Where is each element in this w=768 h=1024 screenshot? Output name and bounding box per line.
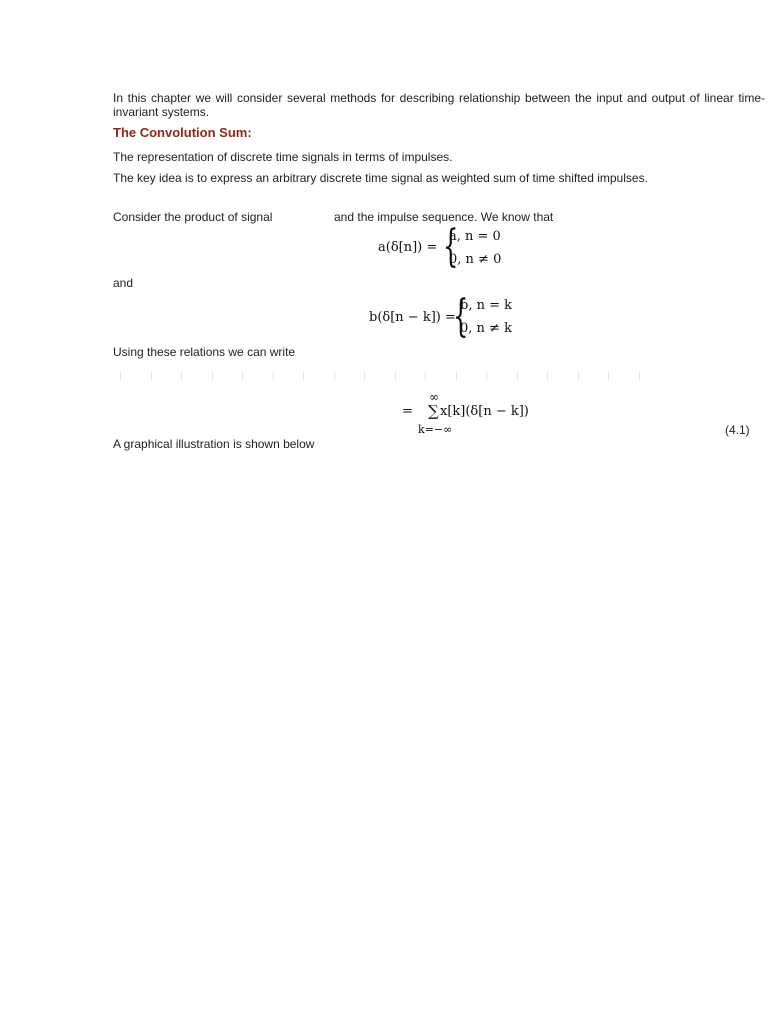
equation-sum-body: x[k](δ[n − k]) <box>440 404 529 419</box>
and-text: and <box>113 276 134 290</box>
equation-sum-lower-limit: k=−∞ <box>418 423 453 436</box>
equation-a-lhs: a(δ[n]) = <box>378 240 438 255</box>
equation-sum-upper-limit: ∞ <box>429 390 439 404</box>
consider-sentence-start: Consider the product of signal <box>113 210 273 224</box>
faded-equation-line <box>120 369 640 383</box>
using-relations-text: Using these relations we can write <box>113 345 296 359</box>
section-heading: The Convolution Sum: <box>113 125 252 140</box>
equation-sum-sigma: ∑ <box>428 402 439 420</box>
graphical-illustration-text: A graphical illustration is shown below <box>113 437 315 451</box>
equation-b-lhs: b(δ[n − k]) = <box>369 310 456 325</box>
consider-sentence-end: and the impulse sequence. We know that <box>334 210 554 224</box>
equation-b-case-2: 0, n ≠ k <box>460 321 512 336</box>
equation-number: (4.1) <box>725 423 750 437</box>
equation-a-case-1: a, n = 0 <box>449 229 501 244</box>
paragraph-impulses: The representation of discrete time signals in terms of impulses. <box>113 150 453 164</box>
equation-a-case-2: 0, n ≠ 0 <box>449 252 502 267</box>
left-brace-icon: { <box>453 291 469 342</box>
equation-sum-equals: = <box>402 404 413 419</box>
intro-paragraph: In this chapter we will consider several methods for describing relationship between the input and output of linear time-invariant systems. <box>113 91 765 119</box>
equation-b-case-1: b, n = k <box>460 298 512 313</box>
left-brace-icon: { <box>443 221 459 272</box>
paragraph-key-idea: The key idea is to express an arbitrary discrete time signal as weighted sum of time shifted impulses. <box>113 171 648 185</box>
